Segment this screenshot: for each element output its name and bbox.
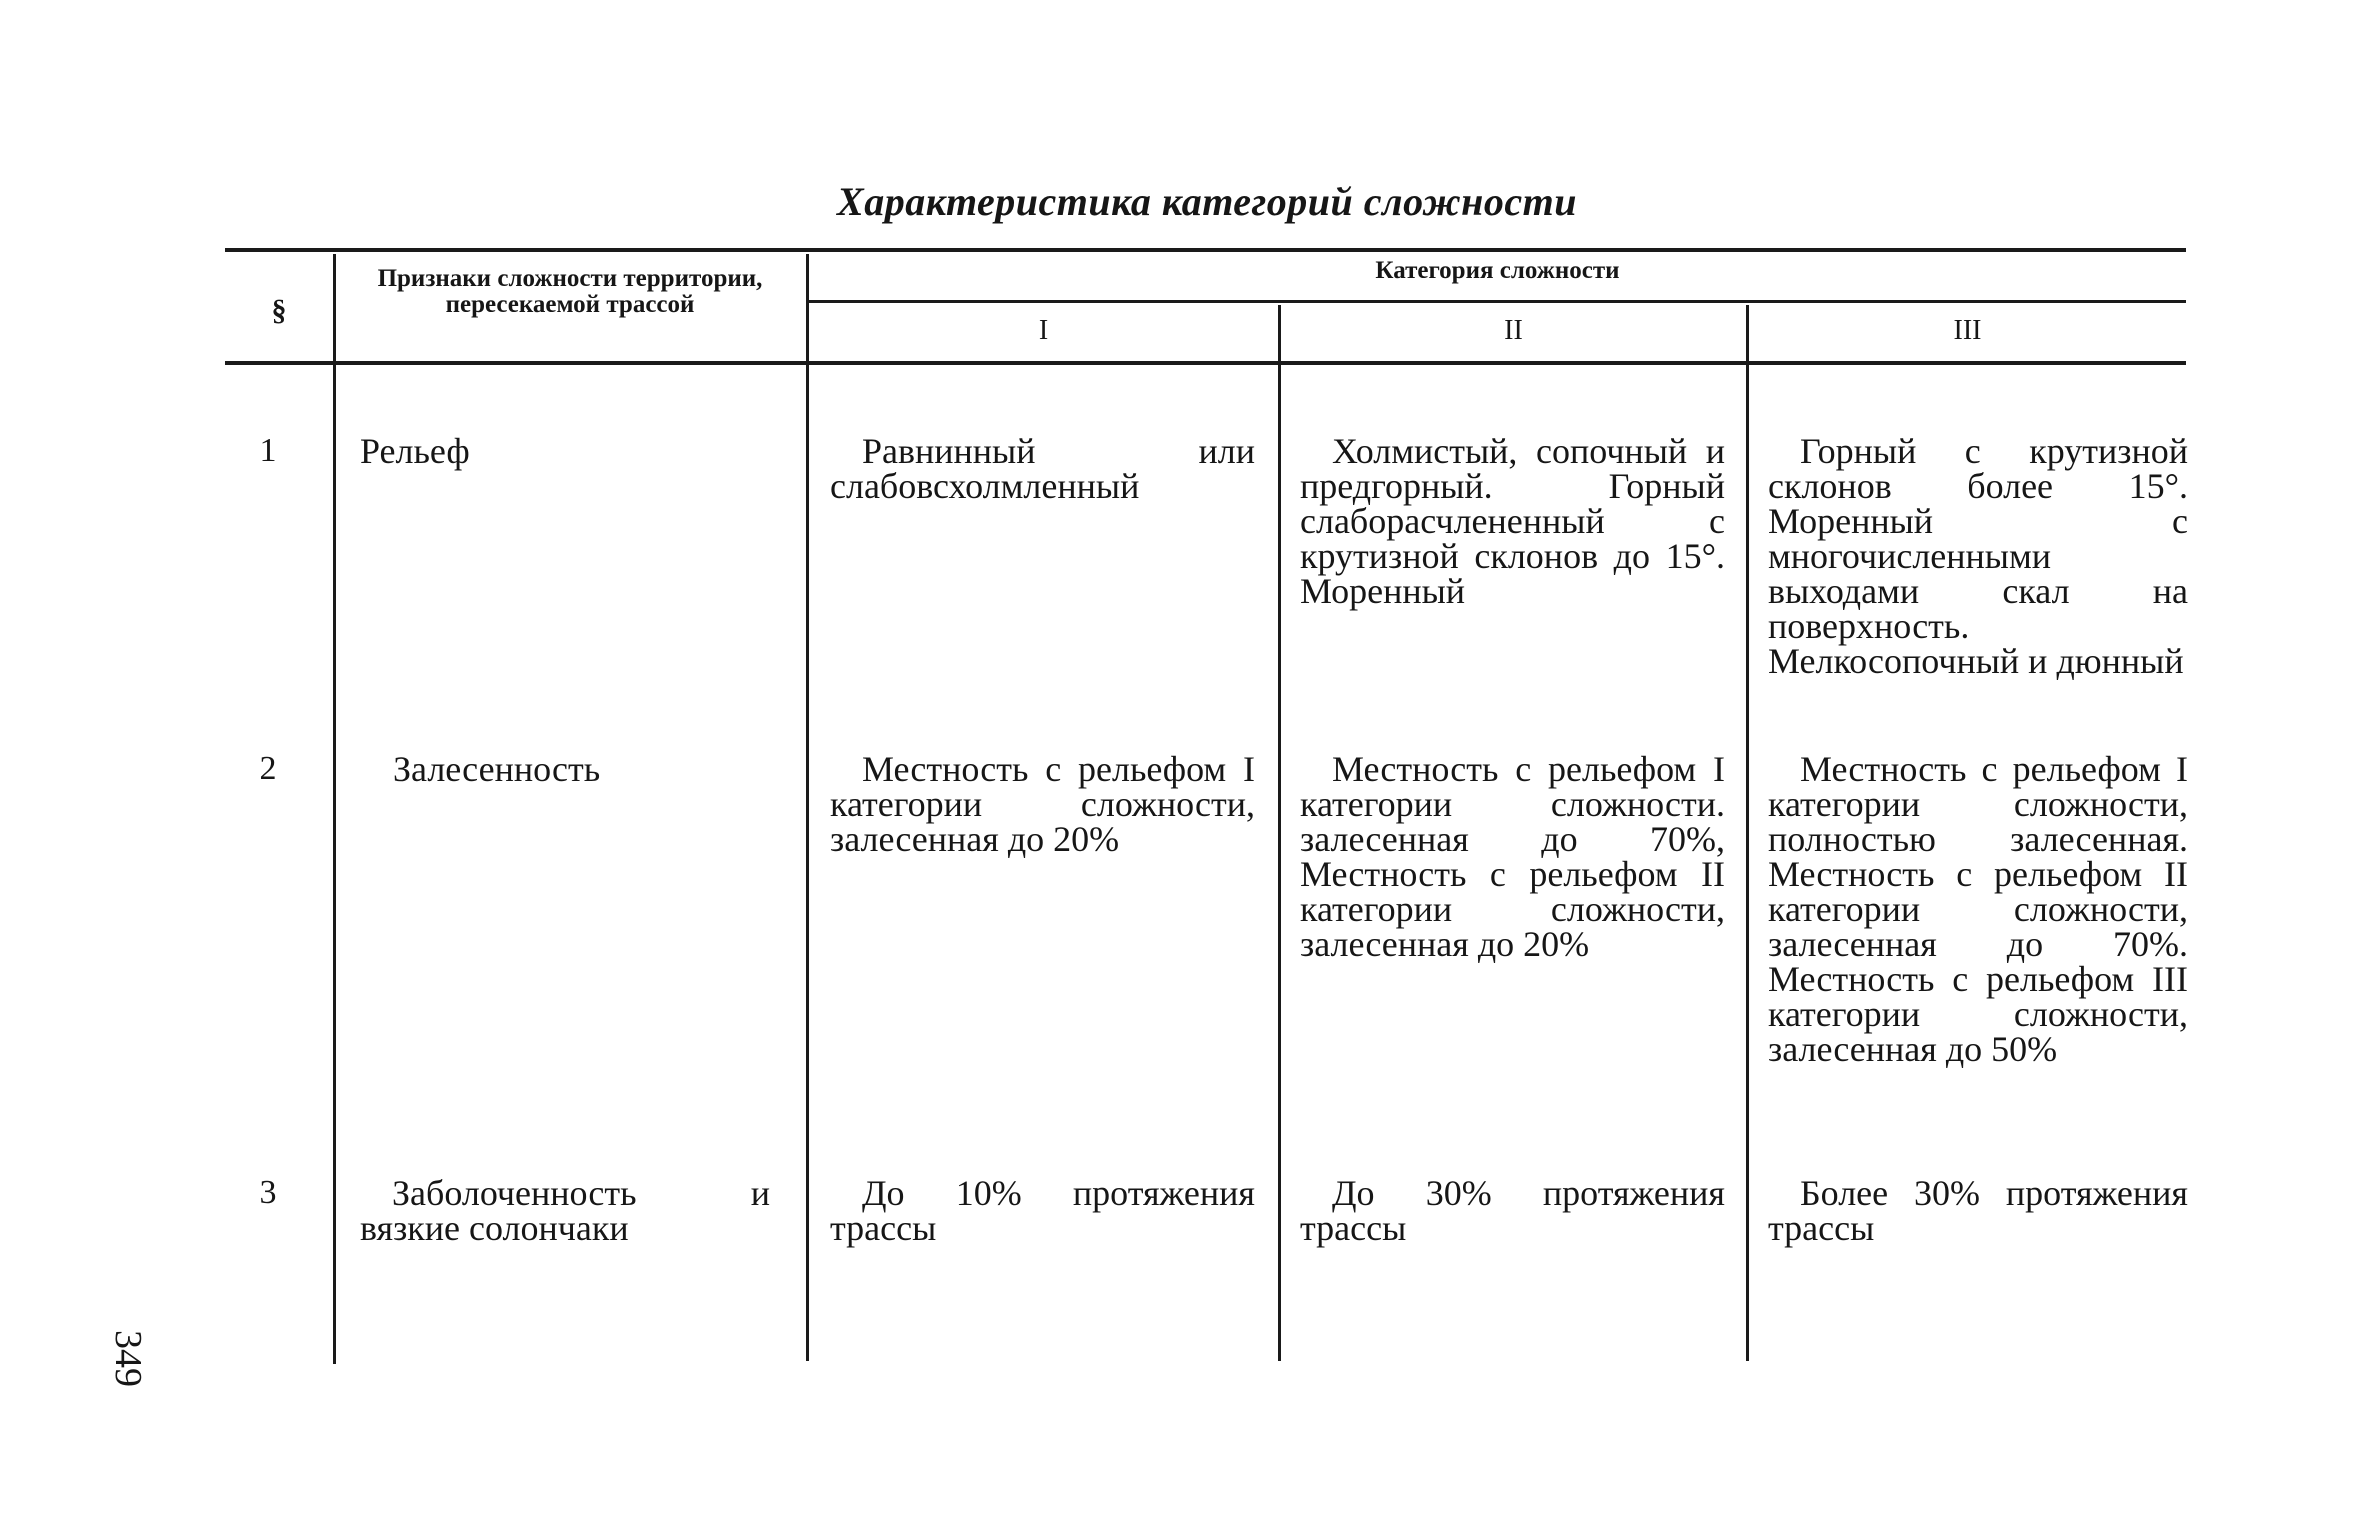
row-category-2-cell: До 30% протяжения трассы: [1300, 1173, 1725, 1248]
row-attribute: Заболоченность и вязкие солончаки: [360, 1173, 770, 1248]
row-number: 3: [259, 1174, 277, 1211]
column-divider-3: [1278, 305, 1281, 1361]
table-title: Характеристика категорий сложности: [837, 179, 1577, 224]
header-category-group: Категория сложности: [1375, 257, 1620, 284]
row-number: 1: [259, 432, 277, 469]
row-category-2-cell: Местность с рельефом I категории сложности. залесенная до 70%, Местность с рельефом II категории сложности, залесенная до 20%: [1300, 749, 1725, 964]
row-category-3-cell: Горный с крутизной склонов более 15°. Моренный с многочисленными выходами скал на поверхность. Мелкосопочный и дюнный: [1768, 431, 2188, 681]
page-number: 349: [107, 1330, 149, 1387]
row-category-3-cell: Более 30% протяжения трассы: [1768, 1173, 2188, 1248]
row-category-3-cell: Местность с рельефом I категории сложности, полностью залесенная. Местность с рельефом II категории сложности, залесенная до 70%. Местность с рельефом III категории сложности, залесенная до 50%: [1768, 749, 2188, 1069]
header-category-3: III: [1953, 315, 1982, 346]
row-category-1-cell: Равнинный или слабовсхолмленный: [830, 431, 1255, 506]
row-category-2-cell: Холмистый, сопочный и предгорный. Горный слаборасчлененный с крутизной склонов до 15°. Моренный: [1300, 431, 1725, 611]
header-section-symbol: §: [271, 294, 287, 327]
column-divider-1: [333, 254, 336, 1364]
header-attribute: Признаки сложности территории, пересекаемой трассой: [377, 265, 763, 318]
category-group-rule: [806, 300, 2186, 303]
table-top-rule: [225, 248, 2186, 252]
header-category-2: II: [1504, 315, 1523, 346]
row-category-1-cell: Местность с рельефом I категории сложности, залесенная до 20%: [830, 749, 1255, 859]
header-category-1: I: [1038, 315, 1049, 346]
column-divider-2: [806, 254, 809, 1361]
row-attribute: Залесенность: [393, 749, 601, 789]
column-divider-4: [1746, 305, 1749, 1361]
row-attribute: Рельеф: [360, 431, 470, 471]
row-category-1-cell: До 10% протяжения трассы: [830, 1173, 1255, 1248]
header-bottom-rule: [225, 361, 2186, 365]
row-number: 2: [259, 750, 277, 787]
